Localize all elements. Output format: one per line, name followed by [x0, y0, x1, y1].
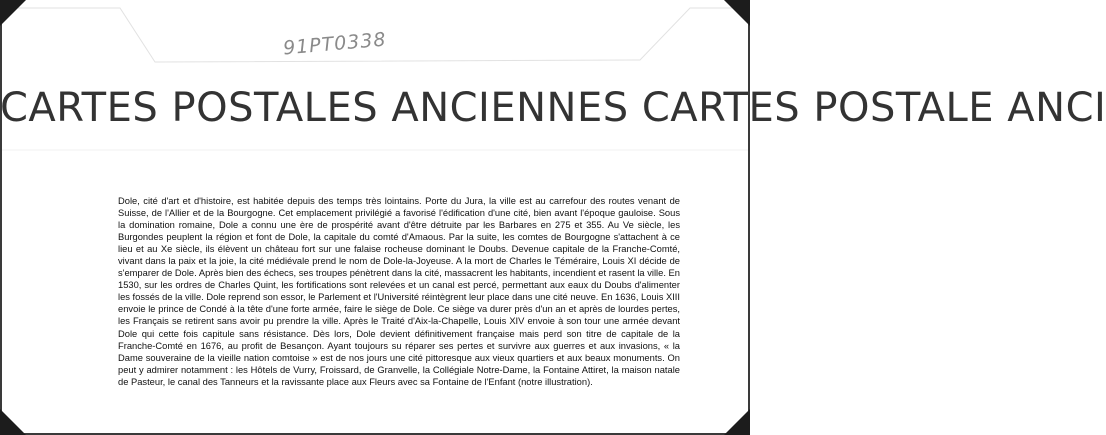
handwritten-reference: 91PT0338 [282, 28, 388, 60]
corner-shadow-bottom-left [0, 409, 26, 435]
card-right-edge [748, 0, 750, 435]
watermark-banner: CARTES POSTALES ANCIENNES CARTES POSTALE ANCI [0, 85, 1106, 131]
corner-shadow-top-left [0, 0, 26, 26]
description-text: Dole, cité d'art et d'histoire, est habitée depuis des temps très lointains. Porte du Jura, la ville est au carrefour des routes venant de Suisse, de l'Allier et de la Bourgogne. Cet emplacement privilégié a favorisé l'édification d'une cité, bien avant l'époque gauloise. Sous la domination romaine, Dole a connu une ère de prospérité avant d'être détruite par les Barbares en 275 et 355. Au Ve siècle, les Burgondes peuplent la région et font de Dole, la capitale du comté d'Amaous. Par la suite, les comtes de Bourgogne s'attachent à ce lieu et au Xe siècle, ils élèvent un château fort sur une falaise rocheuse dominant le Doubs. Devenue capitale de la Franche-Comté, vivant dans la paix et la joie, la cité médiévale prend le nom de Dole-la-Joyeuse. A la mort de Charles le Téméraire, Louis XI décide de s'emparer de Dole. Après bien des échecs, ses troupes pénètrent dans la cité, massacrent les habitants, incendient et rasent la ville. En 1530, sur les ordres de Charles Quint, les fortifications sont relevées et un canal est percé, permettant aux eaux du Doubs d'alimenter les fossés de la ville. Dole reprend son essor, le Parlement et l'Université réintègrent leur place dans une cité neuve. En 1636, Louis XIII envoie le prince de Condé à la tête d'une forte armée, faire le siège de Dole. Ce siège va durer près d'un an et après de lourdes pertes, les Français se retirent sans avoir pu prendre la ville. Après le Traité d'Aix-la-Chapelle, Louis XIV envoie à son tour une armée devant Dole qui cette fois capitule sans résistance. Dès lors, Dole devient définitivement française mais perd son titre de capitale de la Franche-Comté en 1676, au profit de Besançon. Ayant toujours su réparer ses pertes et survivre aux guerres et aux invasions, « la Dame souveraine de la vieille nation comtoise » est de nos jours une cité pittoresque aux vieux quartiers et aux beaux monuments. On peut y admirer notamment : les Hôtels de Vurry, Froissard, de Granvelle, la Collégiale Notre-Dame, la Fontaine Attiret, la maison natale de Pasteur, le canal des Tanneurs et la ravissante place aux Fleurs avec sa Fontaine de l'Enfant (notre illustration). [118, 196, 680, 387]
corner-shadow-bottom-right [724, 409, 750, 435]
corner-shadow-top-right [724, 0, 750, 26]
card-left-edge [0, 0, 2, 435]
